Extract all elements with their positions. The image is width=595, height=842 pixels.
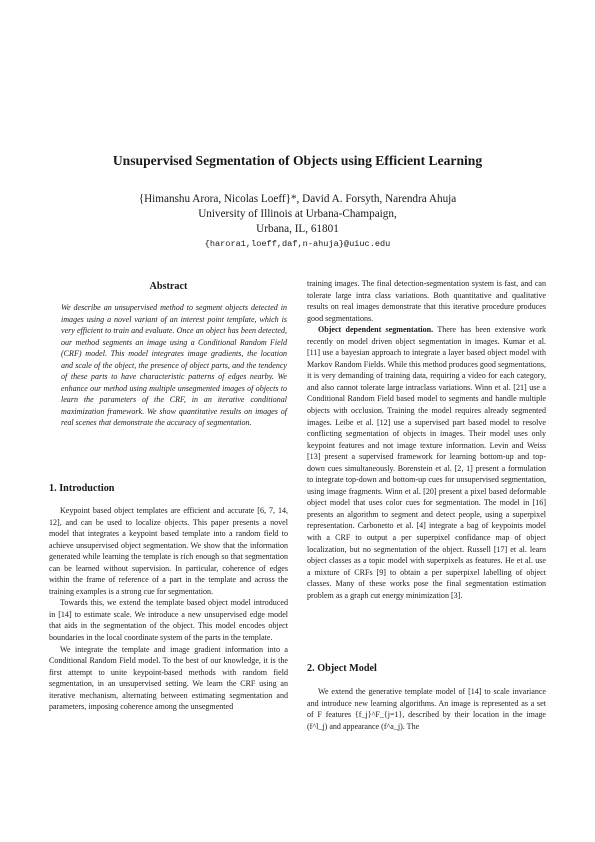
abstract-heading: Abstract (149, 281, 188, 292)
intro-paragraph-1: Keypoint based object templates are efficient and accurate [6, 7, 14, 12], and can be used to localize objects. This paper presents a novel model that integrates a keypoint based template into a random field to achieve unsupervised object segmentation. We show that the information generated while learning the template is rich enough so that segmentation can be learned without supervision. In particular, coherence of edges within the frame of reference of a part in the template and across the training examples is a strong cue for segmentation. (49, 506, 288, 596)
intro-paragraph-3: We integrate the template and image gradient information into a Conditional Random Field model. To the best of our knowledge, it is the first attempt to unite keypoint-based methods with random field segmentation, in an unsupervised setting. We learn the CRF using an iterative mechanism, alternating between estimating segmentation and parameters, imposing coherence among the unsegmented (49, 644, 288, 712)
related-work-runin-heading: Object dependent segmentation. (318, 325, 434, 335)
author-email: {harora1,loeff,daf,n-ahuja}@uiuc.edu (204, 239, 391, 249)
abstract-text: We describe an unsupervised method to segment objects detected in images using a novel variant of an interest point template, which is very efficient to train and evaluate. Once an object has been detected, our method segments an image using a Conditional Random Field (CRF) model. This model integrates image gradients, the location and scale of the object, the presence of object parts, and the tendency of these parts to have characteristic patterns of edges nearby. We enhance our method using multiple unsegmented images of objects to learn the parameters of the CRF, in an iterative conditional maximization framework. We show quantitative results on images of real scenes that demonstrate the accuracy of segmentation. (61, 303, 287, 428)
location: Urbana, IL, 61801 (256, 223, 339, 235)
right-paragraph-0: training images. The final detection-segmentation system is fast, and can tolerate large intra class variations. Both quantitative and qualitative results on real images demonstrate that this iterative procedure produces good segmentations. (307, 279, 546, 323)
intro-paragraph-2: Towards this, we extend the template based object model introduced in [14] to estimate scale. We introduce a new unsupervised edge model that aids in the segmentation of the object. This model encodes object boundaries in the local coordinate system of the parts in the template. (49, 598, 288, 643)
author-names: {Himanshu Arora, Nicolas Loeff}*, David A. Forsyth, Narendra Ahuja (138, 193, 457, 205)
object-model-body (307, 686, 546, 732)
author-block (0, 192, 595, 252)
object-model-paragraph-1: We extend the generative template model of [14] to scale invariance and introduce new learning algorithms. An image is represented as a set of F features {f_j}^F_{j=1}, described by their location in the image (f^l_j) and appearance (f^a_j). The (307, 687, 546, 731)
related-work-paragraph (307, 324, 546, 601)
paper-title: Unsupervised Segmentation of Objects using Efficient Learning (112, 153, 483, 168)
intro-heading: 1. Introduction (49, 483, 115, 494)
affiliation: University of Illinois at Urbana-Champaign, (198, 208, 397, 220)
object-model-heading: 2. Object Model (307, 663, 377, 674)
intro-body (49, 505, 288, 713)
right-column-body (307, 278, 546, 601)
related-work-text: There has been extensive work recently on model driven object segmentation in images. Kumar et al. [11] use a bayesian approach to integrate a layer based object model with Markov Random Fields. While this method produces good segmentations, it is very demanding of training data, requiring a video for each category, and also cannot tolerate large intraclass variations. Winn et al. [21] use a Conditional Random Field based model to segments and handle multiple objects with occlusion. Training the model requires already segmented images. Leibe et al. [12] use a supervised part based model to resolve conflicting segmentation of objects in images. Their model uses only keypoint features and not image texture information. Levin and Weiss [13] present a supervised framework for learning bottom-up and top-down cues simultaneously. Borenstein et al. [2, 1] present a formulation to integrate top-down and bottom-up cues for unsupervised segmentation, using image fragments. Winn et al. [20] present a pixel based deformable object model that uses color cues for segmentation. The model in [16] presents an algorithm to segment and detect people, using a superpixel representation. Carbonetto et al. [4] integrate a bag of keypoints model with a CRF to output a per superpixel confidance map of object localization, but no segmentation of the object. Russell [17] et al. learn object classes as a topic model with superpixels as features. He et al. use a mixture of CRFs [9] to obtain a per superpixel labelling of object classes. Many of these works pose the final segmentation estimation problem as a graph cut energy minimization [3]. (307, 325, 547, 600)
